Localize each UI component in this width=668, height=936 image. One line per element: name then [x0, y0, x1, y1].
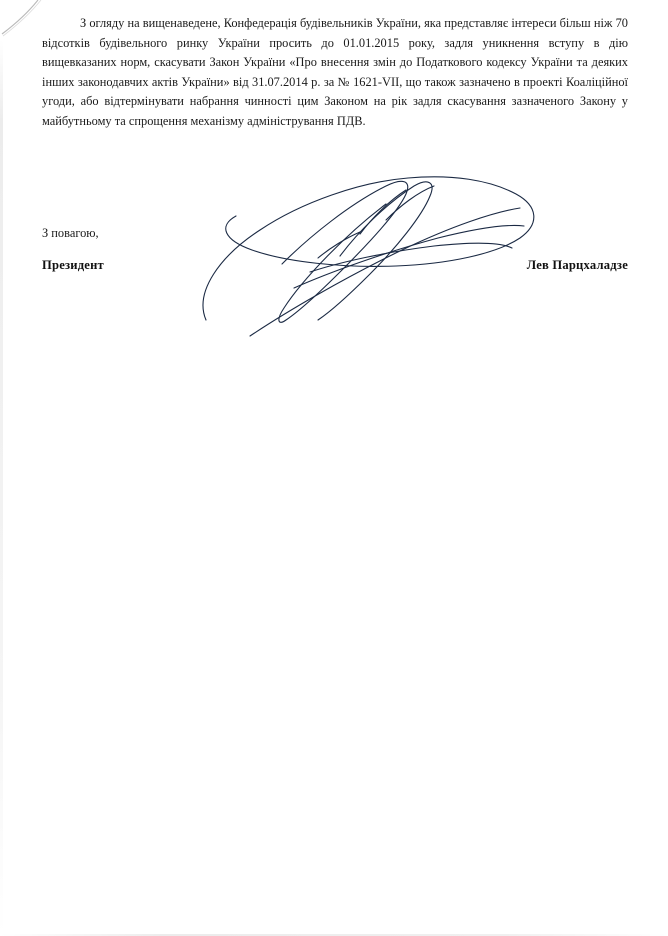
letter-paragraph: З огляду на вищенаведене, Конфедерація будівельників України, яка представляє інтереси більш ніж 70 відсотків будівельного ринку України просить до 01.01.2015 року, задля уникнення вступу в дію вищевказаних норм, скасувати Закон України «Про внесення змін до Податкового кодексу України та деяких інших законодавчих актів України» від 31.07.2014 р. за № 1621-VII, що також зазначено в проекті Коаліційної угоди, або відтермінувати набрання чинності цим Законом на рік задля скасування зазначеного Закону у майбутньому та спрощення механізму адміністрування ПДВ. [42, 16, 628, 128]
signer-title: Президент [42, 258, 104, 272]
scan-edge-artifact-left [0, 0, 3, 936]
signature-block [42, 258, 628, 273]
signer-name: Лев Парцхаладзе [526, 258, 628, 272]
handwritten-signature-icon [190, 160, 550, 350]
letter-closing: З повагою, [42, 226, 99, 240]
letter-body [42, 14, 628, 132]
